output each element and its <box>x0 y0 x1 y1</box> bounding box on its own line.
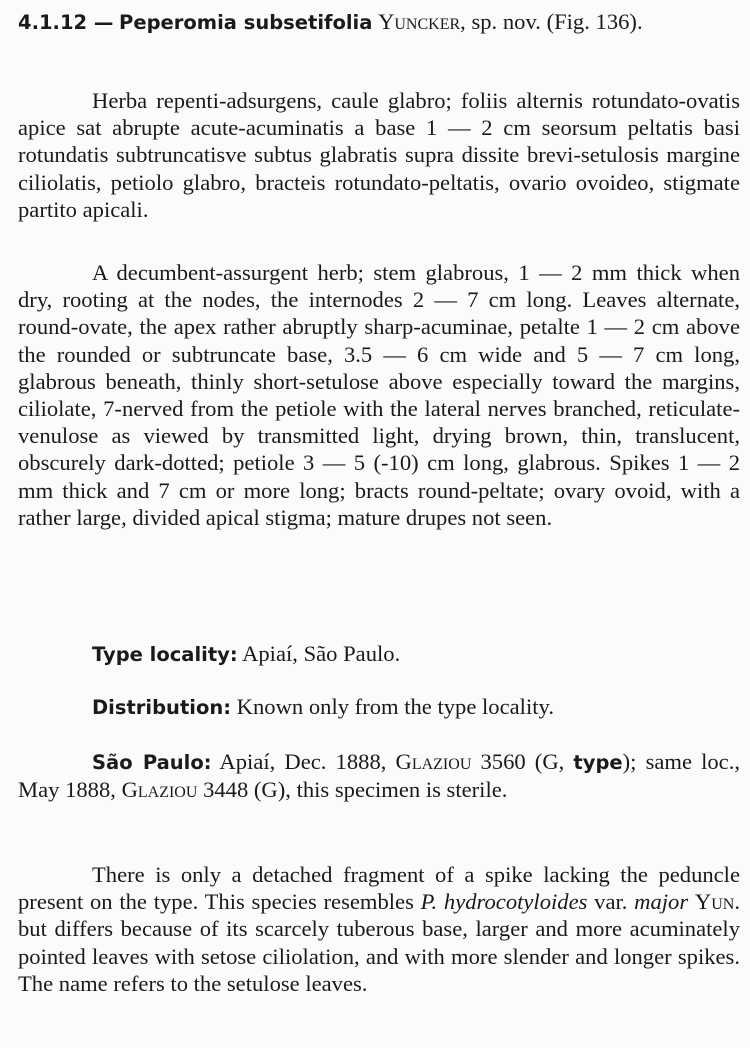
heading-author: Yuncker, <box>378 9 466 34</box>
discussion-notes <box>18 861 740 997</box>
specimens-part1: Apiaí, Dec. 1888, <box>211 749 396 774</box>
heading-rest: sp. nov. (Fig. 136). <box>465 9 643 34</box>
specimens-type-word: type <box>573 751 623 774</box>
species-heading <box>18 8 740 36</box>
specimens-collector1: Glaziou <box>395 749 472 774</box>
distribution <box>18 693 740 721</box>
notes-part1: There is only a detached fragment of a spike lacking the peduncle present on the type. This species resembles <box>18 862 740 915</box>
distribution-label: Distribution: <box>92 696 232 719</box>
specimens-part4: 3448 (G), this specimen is sterile. <box>197 777 508 803</box>
notes-author: Yun. <box>694 889 740 915</box>
specimens-collector2: Glaziou <box>121 777 198 803</box>
notes-species: P. hydrocotyloides <box>420 889 588 915</box>
specimens-part3: ); same loc., May 1888, <box>18 749 741 803</box>
notes-variety: major <box>634 889 689 915</box>
heading-number: 4.1.12 — <box>18 11 114 34</box>
specimens-state: São Paulo: <box>92 751 212 774</box>
latin-description-text: Herba repenti-adsurgens, caule glabro; foliis alternis rotundato-ovatis apice sat abrupte acute-acuminatis a base 1 — 2 cm seorsum peltatis basi rotundatis subtruncatisve subtus glabratis supra dissite brevi-setulosis margine ciliolatis, petiolo glabro, bracteis rotundato-peltatis, ovario ovoideo, stigmate partito apicali. <box>18 88 740 222</box>
type-locality-value: Apiaí, São Paulo. <box>237 641 401 666</box>
distribution-value: Known only from the type locality. <box>231 694 554 719</box>
specimens-part2: 3560 (G, <box>471 749 574 774</box>
type-locality-label: Type locality: <box>92 643 238 666</box>
notes-part2: var. <box>587 889 635 915</box>
specimens-examined <box>18 748 740 803</box>
type-locality <box>18 640 740 668</box>
heading-taxon: Peperomia subsetifolia <box>119 11 373 34</box>
notes-part3 <box>688 889 695 914</box>
english-description-text: A decumbent-assurgent herb; stem glabrous, 1 — 2 mm thick when dry, rooting at the nodes, the internodes 2 — 7 cm long. Leaves alternate, round-ovate, the apex rather abruptly sharp-acuminae, petalte 1 — 2 cm above the rounded or subtruncate base, 3.5 — 6 cm wide and 5 — 7 cm long, glabrous beneath, thinly short-setulose above especially toward the margins, ciliolate, 7-nerved from the petiole with the lateral nerves branched, reticulate-venulose as viewed by transmitted light, drying brown, thin, translucent, obscurely dark-dotted; petiole 3 — 5 (-10) cm long, glabrous. Spikes 1 — 2 mm thick and 7 cm or more long; bracts round-peltate; ovary ovoid, with a rather large, divided apical stigma; mature drupes not seen. <box>18 260 740 530</box>
latin-description <box>18 87 740 223</box>
notes-part4: but differs because of its scarcely tuberous base, larger and more acuminately pointed leaves with setose ciliolation, and with more slender and longer spikes. The name refers to the setulose leaves. <box>18 916 740 996</box>
english-description <box>18 259 740 531</box>
